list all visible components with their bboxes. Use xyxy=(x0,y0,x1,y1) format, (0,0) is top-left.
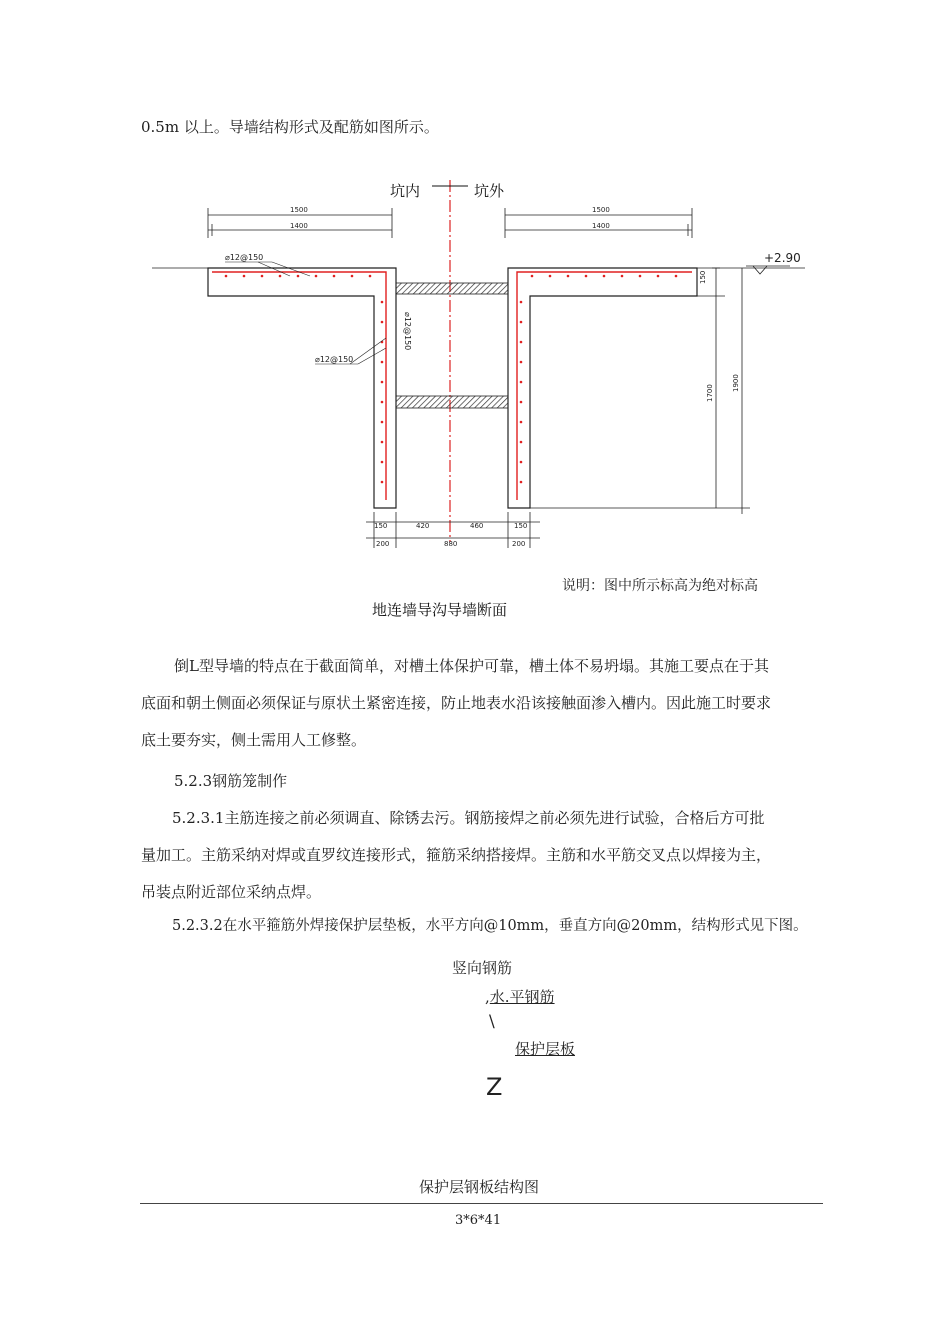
left-guide-wall xyxy=(208,268,396,508)
paragraph-line-1: 倒L型导墙的特点在于截面简单，对槽土体保护可靠，槽土体不易坍塌。其施工要点在于其 xyxy=(174,657,769,675)
label-cover-plate: 保护层板 xyxy=(515,1040,576,1058)
strut-top xyxy=(396,283,508,294)
paragraph-guide-wall xyxy=(141,648,771,759)
dim-150-bottom-right: 150 xyxy=(514,522,528,530)
dim-200-right: 200 xyxy=(512,540,526,548)
paragraph-line-2: 底面和朝土侧面必须保证与原状土紧密连接，防止地表水沿该接触面渗入槽内。因此施工时要求 xyxy=(141,694,772,712)
figure-caption: 保护层钢板结构图 xyxy=(419,1178,540,1196)
page-number: 3*6*41 xyxy=(455,1213,502,1228)
strut-middle xyxy=(396,396,508,408)
dim-420: 420 xyxy=(416,522,430,530)
paragraph-5231 xyxy=(141,800,771,911)
dim-1500-right: 1500 xyxy=(592,206,610,214)
dim-1900: 1900 xyxy=(732,374,740,392)
right-guide-wall xyxy=(508,268,697,508)
section-heading: 5.2.3钢筋笼制作 xyxy=(174,772,288,790)
z-shape-symbol: Z xyxy=(486,1073,503,1101)
rebar-label-vertical: ⌀12@150 xyxy=(403,312,412,351)
rebar-label-left: ⌀12@150 xyxy=(315,355,354,364)
dim-460: 460 xyxy=(470,522,484,530)
leader-backslash: \ xyxy=(489,1012,495,1032)
elevation-symbol xyxy=(746,266,790,274)
drawing-note: 说明：图中所示标高为绝对标高 xyxy=(562,578,758,594)
dim-right-vertical xyxy=(530,268,750,514)
footer-divider xyxy=(140,1203,823,1204)
paragraph-line-3: 底土要夯实，侧土需用人工修整。 xyxy=(141,731,367,749)
paragraph-5231-line-3: 吊装点附近部位采纳点焊。 xyxy=(141,883,322,901)
dim-880: 880 xyxy=(444,540,458,548)
paragraph-5232: 5.2.3.2在水平箍筋外焊接保护层垫板，水平方向@10mm，垂直方向@20mm，结构形式见下图。 xyxy=(172,918,808,934)
label-horizontal-rebar-row xyxy=(485,986,555,1007)
paragraph-5231-line-2: 量加工。主筋采纳对焊或直罗纹连接形式，箍筋采纳搭接焊。主筋和水平筋交叉点以焊接为主， xyxy=(141,846,772,864)
dim-150-bottom-left: 150 xyxy=(374,522,388,530)
rebar-label-horizontal: ⌀12@150 xyxy=(225,253,264,262)
guide-wall-section-drawing xyxy=(150,172,810,622)
label-outer: 坑外 xyxy=(474,182,505,200)
dim-1400-left: 1400 xyxy=(290,222,308,230)
label-horizontal-prefix: , xyxy=(485,988,490,1006)
label-inner: 坑内 xyxy=(390,182,421,200)
elevation-label: +2.90 xyxy=(764,251,801,265)
dim-1400-right: 1400 xyxy=(592,222,610,230)
label-vertical-rebar: 竖向钢筋 xyxy=(452,959,513,977)
dim-200-left: 200 xyxy=(376,540,390,548)
paragraph-5231-line-1: 5.2.3.1主筋连接之前必须调直、除锈去污。钢筋接焊之前必须先进行试验，合格后方可批 xyxy=(172,809,765,827)
intro-line: 0.5m 以上。导墙结构形式及配筋如图所示。 xyxy=(141,118,439,136)
dim-1500-left: 1500 xyxy=(290,206,308,214)
dim-1700: 1700 xyxy=(706,384,714,402)
dim-150-right: 150 xyxy=(699,270,707,284)
rebar-dots xyxy=(225,275,678,484)
drawing-title: 地连墙导沟导墙断面 xyxy=(372,601,508,619)
rebar-lines xyxy=(212,272,692,500)
label-horizontal-rebar: 水.平钢筋 xyxy=(489,988,555,1006)
